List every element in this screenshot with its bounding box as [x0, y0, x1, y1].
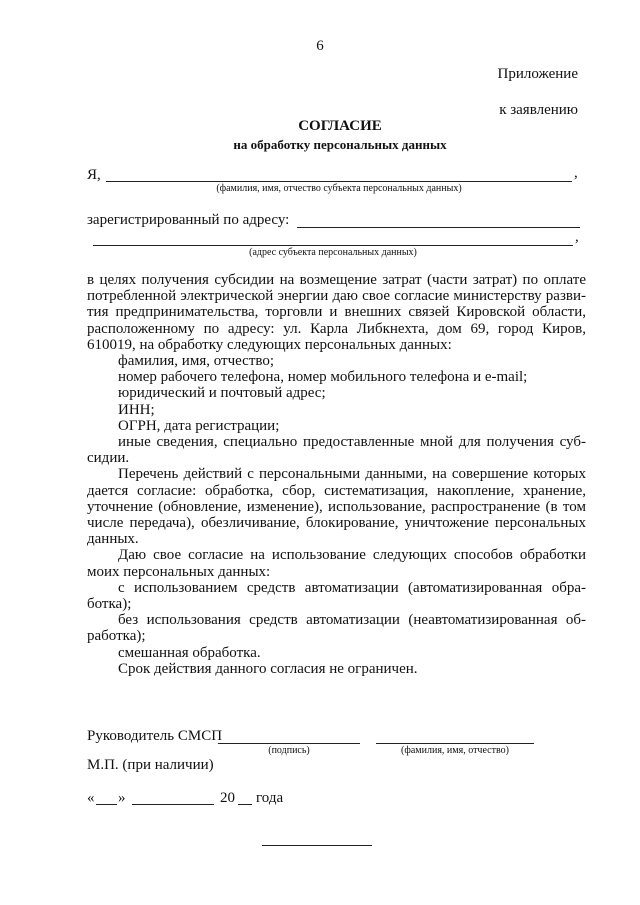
date-day-line[interactable]: [96, 804, 117, 805]
method-mixed: смешанная обработка.: [118, 644, 261, 661]
actions-line: уточнение (обновление, изменение), использование, распространение (в том: [87, 498, 586, 515]
address-label: зарегистрированный по адресу:: [87, 212, 290, 228]
actions-line: числе передача), обезличивание, блокирование, уничтожение персональных: [87, 515, 586, 532]
data-item: юридический и почтовый адрес;: [118, 385, 326, 402]
document-subtitle: на обработку персональных данных: [233, 137, 447, 152]
data-item: номер рабочего телефона, номер мобильного телефона и e-mail;: [118, 369, 528, 386]
methods-intro-line: моих персональных данных:: [87, 563, 271, 580]
year-suffix: года: [256, 790, 284, 806]
page-number: 6: [316, 38, 324, 54]
actions-line: Перечень действий с персональными данными, на совершение которых: [118, 466, 586, 483]
data-item: ИНН;: [118, 401, 155, 418]
head-label: Руководитель СМСП: [87, 728, 223, 744]
fio-prefix: Я,: [87, 167, 101, 183]
signature-line[interactable]: [218, 743, 360, 744]
other-info-line: иные сведения, специально предоставленные мной для получения суб-: [118, 434, 586, 451]
method-manual-line: работка);: [87, 628, 146, 645]
consent-body: [87, 272, 586, 677]
address-caption: (адрес субъекта персональных данных): [249, 247, 417, 258]
intro-line: 610019, на обработку следующих персональных данных:: [87, 336, 452, 353]
methods-intro-line: Даю свое согласие на использование следующих способов обработки: [118, 547, 586, 564]
date-close-quote: »: [118, 790, 126, 806]
date-year-line[interactable]: [238, 804, 252, 805]
intro-line: тия предпринимательства, торговли и внешних связей Кировской области,: [87, 304, 586, 321]
head-name-line[interactable]: [376, 743, 534, 744]
method-auto-line: ботка);: [87, 596, 132, 613]
date-month-line[interactable]: [132, 804, 214, 805]
method-auto-line: с использованием средств автоматизации (автоматизированная обра-: [118, 579, 586, 596]
intro-line: в целях получения субсидии на возмещение затрат (части затрат) по оплате: [87, 272, 586, 288]
consent-term: Срок действия данного согласия не ограничен.: [118, 660, 418, 677]
address-input-line-1[interactable]: [297, 227, 580, 228]
stamp-label: М.П. (при наличии): [87, 757, 214, 773]
year-prefix: 20: [220, 790, 235, 806]
other-info-line: сидии.: [87, 450, 130, 467]
appendix-reference: к заявлению: [499, 102, 578, 118]
fio-suffix: ,: [574, 165, 578, 181]
fio-input-line[interactable]: [106, 181, 572, 182]
intro-line: потребленной электрической энергии даю свое согласие министерству разви-: [87, 288, 586, 305]
fio-caption: (фамилия, имя, отчество субъекта персональных данных): [216, 183, 462, 194]
signature-caption: (подпись): [268, 745, 310, 756]
actions-line: данных.: [87, 531, 139, 548]
date-open-quote: «: [87, 790, 95, 806]
address-suffix: ,: [575, 229, 579, 245]
head-name-caption: (фамилия, имя, отчество): [401, 745, 509, 756]
end-divider: [262, 845, 372, 846]
actions-line: дается согласие: обработка, сбор, систематизация, накопление, хранение,: [87, 482, 586, 499]
data-item: фамилия, имя, отчество;: [118, 353, 275, 370]
address-input-line-2[interactable]: [93, 245, 573, 246]
intro-line: расположенному по адресу: ул. Карла Либкнехта, дом 69, город Киров,: [87, 320, 586, 337]
method-manual-line: без использования средств автоматизации (неавтоматизированная об-: [118, 612, 586, 629]
appendix-label: Приложение: [497, 66, 578, 82]
document-title: СОГЛАСИЕ: [298, 118, 382, 134]
data-item: ОГРН, дата регистрации;: [118, 417, 280, 434]
